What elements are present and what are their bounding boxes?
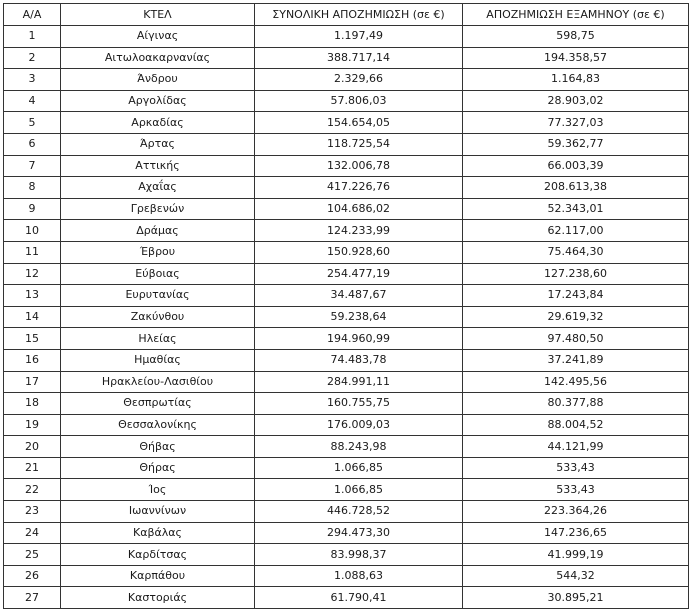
total-compensation: 150.928,60 <box>255 241 463 263</box>
ktel-name: Αχαΐας <box>61 177 255 199</box>
row-index: 8 <box>4 177 61 199</box>
table-row <box>4 522 689 544</box>
ktel-name: Γρεβενών <box>61 198 255 220</box>
semester-compensation: 44.121,99 <box>463 436 689 458</box>
table-row <box>4 587 689 609</box>
row-index: 4 <box>4 90 61 112</box>
ktel-name: Καβάλας <box>61 522 255 544</box>
row-index: 27 <box>4 587 61 609</box>
total-compensation: 194.960,99 <box>255 328 463 350</box>
total-compensation: 254.477,19 <box>255 263 463 285</box>
header-ktel: ΚΤΕΛ <box>61 4 255 26</box>
ktel-name: Θεσσαλονίκης <box>61 414 255 436</box>
total-compensation: 284.991,11 <box>255 371 463 393</box>
total-compensation: 446.728,52 <box>255 501 463 523</box>
row-index: 18 <box>4 393 61 415</box>
table-row <box>4 565 689 587</box>
table-row <box>4 241 689 263</box>
total-compensation: 88.243,98 <box>255 436 463 458</box>
row-index: 1 <box>4 26 61 48</box>
ktel-name: Καστοριάς <box>61 587 255 609</box>
ktel-name: Άνδρου <box>61 69 255 91</box>
row-index: 14 <box>4 306 61 328</box>
semester-compensation: 37.241,89 <box>463 349 689 371</box>
semester-compensation: 62.117,00 <box>463 220 689 242</box>
total-compensation: 176.009,03 <box>255 414 463 436</box>
semester-compensation: 208.613,38 <box>463 177 689 199</box>
table-row <box>4 371 689 393</box>
total-compensation: 34.487,67 <box>255 285 463 307</box>
ktel-name: Καρπάθου <box>61 565 255 587</box>
total-compensation: 1.197,49 <box>255 26 463 48</box>
row-index: 21 <box>4 457 61 479</box>
semester-compensation: 59.362,77 <box>463 133 689 155</box>
ktel-name: Ευρυτανίας <box>61 285 255 307</box>
table-row <box>4 155 689 177</box>
row-index: 22 <box>4 479 61 501</box>
table-row <box>4 414 689 436</box>
ktel-name: Καρδίτσας <box>61 544 255 566</box>
total-compensation: 388.717,14 <box>255 47 463 69</box>
table-row <box>4 457 689 479</box>
semester-compensation: 66.003,39 <box>463 155 689 177</box>
header-index: Α/Α <box>4 4 61 26</box>
table-row <box>4 263 689 285</box>
total-compensation: 1.066,85 <box>255 479 463 501</box>
semester-compensation: 41.999,19 <box>463 544 689 566</box>
row-index: 17 <box>4 371 61 393</box>
ktel-name: Εύβοιας <box>61 263 255 285</box>
row-index: 11 <box>4 241 61 263</box>
semester-compensation: 533,43 <box>463 457 689 479</box>
row-index: 9 <box>4 198 61 220</box>
table-row <box>4 544 689 566</box>
ktel-name: Άρτας <box>61 133 255 155</box>
table-row <box>4 328 689 350</box>
table-row <box>4 47 689 69</box>
table-row <box>4 220 689 242</box>
semester-compensation: 17.243,84 <box>463 285 689 307</box>
row-index: 19 <box>4 414 61 436</box>
total-compensation: 61.790,41 <box>255 587 463 609</box>
table-row <box>4 198 689 220</box>
semester-compensation: 52.343,01 <box>463 198 689 220</box>
row-index: 13 <box>4 285 61 307</box>
total-compensation: 2.329,66 <box>255 69 463 91</box>
row-index: 16 <box>4 349 61 371</box>
table-row <box>4 436 689 458</box>
ktel-name: Ηλείας <box>61 328 255 350</box>
row-index: 24 <box>4 522 61 544</box>
ktel-name: Ιωαννίνων <box>61 501 255 523</box>
row-index: 7 <box>4 155 61 177</box>
total-compensation: 132.006,78 <box>255 155 463 177</box>
semester-compensation: 28.903,02 <box>463 90 689 112</box>
row-index: 26 <box>4 565 61 587</box>
ktel-name: Αργολίδας <box>61 90 255 112</box>
ktel-name: Ίος <box>61 479 255 501</box>
ktel-name: Θεσπρωτίας <box>61 393 255 415</box>
row-index: 3 <box>4 69 61 91</box>
table-row <box>4 393 689 415</box>
compensation-table <box>3 3 689 609</box>
table-row <box>4 112 689 134</box>
semester-compensation: 142.495,56 <box>463 371 689 393</box>
total-compensation: 294.473,30 <box>255 522 463 544</box>
row-index: 2 <box>4 47 61 69</box>
table-header-row <box>4 4 689 26</box>
semester-compensation: 127.238,60 <box>463 263 689 285</box>
semester-compensation: 80.377,88 <box>463 393 689 415</box>
ktel-name: Αίγινας <box>61 26 255 48</box>
table-row <box>4 285 689 307</box>
semester-compensation: 223.364,26 <box>463 501 689 523</box>
table-row <box>4 501 689 523</box>
ktel-name: Δράμας <box>61 220 255 242</box>
row-index: 5 <box>4 112 61 134</box>
ktel-name: Αττικής <box>61 155 255 177</box>
table-row <box>4 349 689 371</box>
ktel-name: Έβρου <box>61 241 255 263</box>
total-compensation: 59.238,64 <box>255 306 463 328</box>
total-compensation: 104.686,02 <box>255 198 463 220</box>
ktel-name: Ηρακλείου-Λασιθίου <box>61 371 255 393</box>
total-compensation: 57.806,03 <box>255 90 463 112</box>
table-row <box>4 26 689 48</box>
row-index: 25 <box>4 544 61 566</box>
table-row <box>4 479 689 501</box>
row-index: 6 <box>4 133 61 155</box>
row-index: 20 <box>4 436 61 458</box>
table-row <box>4 133 689 155</box>
row-index: 10 <box>4 220 61 242</box>
total-compensation: 74.483,78 <box>255 349 463 371</box>
total-compensation: 1.066,85 <box>255 457 463 479</box>
semester-compensation: 533,43 <box>463 479 689 501</box>
header-semester-compensation: ΑΠΟΖΗΜΙΩΣΗ ΕΞΑΜΗΝΟΥ (σε €) <box>463 4 689 26</box>
ktel-name: Αιτωλοακαρνανίας <box>61 47 255 69</box>
total-compensation: 1.088,63 <box>255 565 463 587</box>
ktel-name: Ημαθίας <box>61 349 255 371</box>
row-index: 12 <box>4 263 61 285</box>
total-compensation: 160.755,75 <box>255 393 463 415</box>
ktel-name: Θήρας <box>61 457 255 479</box>
total-compensation: 154.654,05 <box>255 112 463 134</box>
total-compensation: 124.233,99 <box>255 220 463 242</box>
ktel-name: Θήβας <box>61 436 255 458</box>
table-body <box>4 26 689 609</box>
semester-compensation: 147.236,65 <box>463 522 689 544</box>
semester-compensation: 97.480,50 <box>463 328 689 350</box>
table-row <box>4 69 689 91</box>
row-index: 15 <box>4 328 61 350</box>
total-compensation: 118.725,54 <box>255 133 463 155</box>
table-row <box>4 177 689 199</box>
ktel-name: Ζακύνθου <box>61 306 255 328</box>
semester-compensation: 88.004,52 <box>463 414 689 436</box>
semester-compensation: 77.327,03 <box>463 112 689 134</box>
semester-compensation: 29.619,32 <box>463 306 689 328</box>
semester-compensation: 598,75 <box>463 26 689 48</box>
semester-compensation: 30.895,21 <box>463 587 689 609</box>
header-total-compensation: ΣΥΝΟΛΙΚΗ ΑΠΟΖΗΜΙΩΣΗ (σε €) <box>255 4 463 26</box>
table-row <box>4 306 689 328</box>
total-compensation: 83.998,37 <box>255 544 463 566</box>
total-compensation: 417.226,76 <box>255 177 463 199</box>
semester-compensation: 194.358,57 <box>463 47 689 69</box>
semester-compensation: 1.164,83 <box>463 69 689 91</box>
row-index: 23 <box>4 501 61 523</box>
semester-compensation: 75.464,30 <box>463 241 689 263</box>
semester-compensation: 544,32 <box>463 565 689 587</box>
table-row <box>4 90 689 112</box>
ktel-name: Αρκαδίας <box>61 112 255 134</box>
